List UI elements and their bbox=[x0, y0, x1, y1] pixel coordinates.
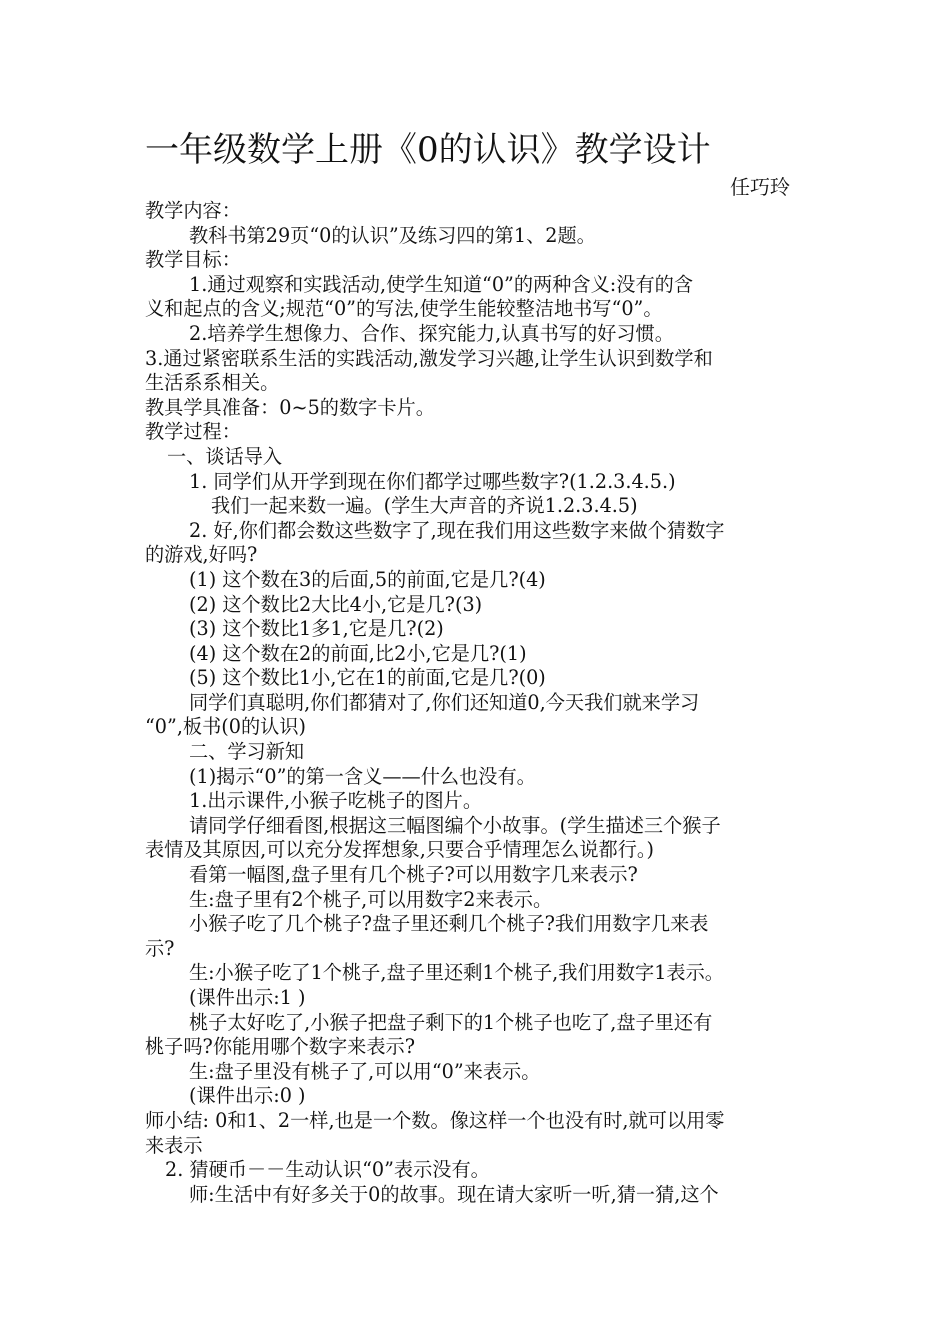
paragraph-line: 义和起点的含义;规范“0”的写法,使学生能较整洁地书写“0”。 bbox=[145, 297, 663, 321]
paragraph-line: 生:盘子里有2个桃子,可以用数字2来表示。 bbox=[189, 887, 553, 911]
paragraph-line: (3) 这个数比1多1,它是几?(2) bbox=[189, 617, 444, 641]
paragraph-line: 的游戏,好吗? bbox=[145, 543, 258, 567]
paragraph-line: 桃子吗?你能用哪个数字来表示? bbox=[145, 1035, 416, 1059]
paragraph-line: (课件出示:0 ) bbox=[189, 1084, 306, 1108]
document-author: 任巧玲 bbox=[730, 175, 790, 199]
paragraph-line: 来表示 bbox=[145, 1133, 203, 1157]
paragraph-line: 表情及其原因,可以充分发挥想象,只要合乎情理怎么说都行。) bbox=[145, 838, 654, 862]
paragraph-line: 看第一幅图,盘子里有几个桃子?可以用数字几来表示? bbox=[189, 863, 638, 887]
paragraph-line: 2. 猜硬币－－生动认识“0”表示没有。 bbox=[165, 1158, 490, 1182]
paragraph-line: 教学目标： bbox=[145, 248, 241, 272]
document-body bbox=[145, 199, 817, 1207]
paragraph-line: 1.通过观察和实践活动,使学生知道“0”的两种含义:没有的含 bbox=[189, 272, 694, 296]
paragraph-line: 2. 好,你们都会数这些数字了,现在我们用这些数字来做个猜数字 bbox=[189, 518, 725, 542]
paragraph-line: 生活系系相关。 bbox=[145, 371, 280, 395]
paragraph-line: 同学们真聪明,你们都猜对了,你们还知道0,今天我们就来学习 bbox=[189, 690, 700, 714]
paragraph-line: 教科书第29页“0的认识”及练习四的第1、2题。 bbox=[189, 223, 596, 247]
paragraph-line: 我们一起来数一遍。(学生大声音的齐说1.2.3.4.5) bbox=[211, 494, 638, 518]
paragraph-line: 3.通过紧密联系生活的实践活动,激发学习兴趣,让学生认识到数学和 bbox=[145, 346, 713, 370]
paragraph-line: 请同学仔细看图,根据这三幅图编个小故事。(学生描述三个猴子 bbox=[189, 813, 721, 837]
paragraph-line: (5) 这个数比1小,它在1的前面,它是几?(0) bbox=[189, 666, 546, 690]
paragraph-line: 生:小猴子吃了1个桃子,盘子里还剩1个桃子,我们用数字1表示。 bbox=[189, 961, 724, 985]
paragraph-line: (4) 这个数在2的前面,比2小,它是几?(1) bbox=[189, 641, 527, 665]
document-title: 一年级数学上册《0的认识》教学设计 bbox=[145, 130, 711, 170]
paragraph-line: “0”,板书(0的认识) bbox=[145, 715, 307, 739]
paragraph-line: (1) 这个数在3的后面,5的前面,它是几?(4) bbox=[189, 567, 546, 591]
paragraph-line: 1.出示课件,小猴子吃桃子的图片。 bbox=[189, 789, 483, 813]
paragraph-line: 师小结: 0和1、2一样,也是一个数。像这样一个也没有时,就可以用零 bbox=[145, 1108, 725, 1132]
paragraph-line: (课件出示:1 ) bbox=[189, 986, 306, 1009]
paragraph-line: 教学内容： bbox=[145, 199, 241, 222]
paragraph-line: 桃子太好吃了,小猴子把盘子剩下的1个桃子也吃了,盘子里还有 bbox=[189, 1010, 713, 1034]
paragraph-line: 二、学习新知 bbox=[189, 740, 305, 764]
paragraph-line: 一、谈话导入 bbox=[167, 444, 283, 468]
paragraph-line: 师:生活中有好多关于0的故事。现在请大家听一听,猜一猜,这个 bbox=[189, 1182, 719, 1206]
paragraph-line: 示? bbox=[145, 936, 175, 960]
paragraph-line: 1. 同学们从开学到现在你们都学过哪些数字?(1.2.3.4.5.) bbox=[189, 469, 676, 493]
paragraph-line: 教具学具准备：0~5的数字卡片。 bbox=[145, 395, 435, 419]
paragraph-line: 小猴子吃了几个桃子?盘子里还剩几个桃子?我们用数字几来表 bbox=[189, 912, 709, 936]
paragraph-line: 生:盘子里没有桃子了,可以用“0”来表示。 bbox=[189, 1059, 541, 1083]
paragraph-line: (1)揭示“0”的第一含义——什么也没有。 bbox=[189, 764, 536, 788]
paragraph-line: 教学过程： bbox=[145, 420, 241, 444]
paragraph-line: (2) 这个数比2大比4小,它是几?(3) bbox=[189, 592, 483, 616]
paragraph-line: 2.培养学生想像力、合作、探究能力,认真书写的好习惯。 bbox=[189, 321, 674, 345]
